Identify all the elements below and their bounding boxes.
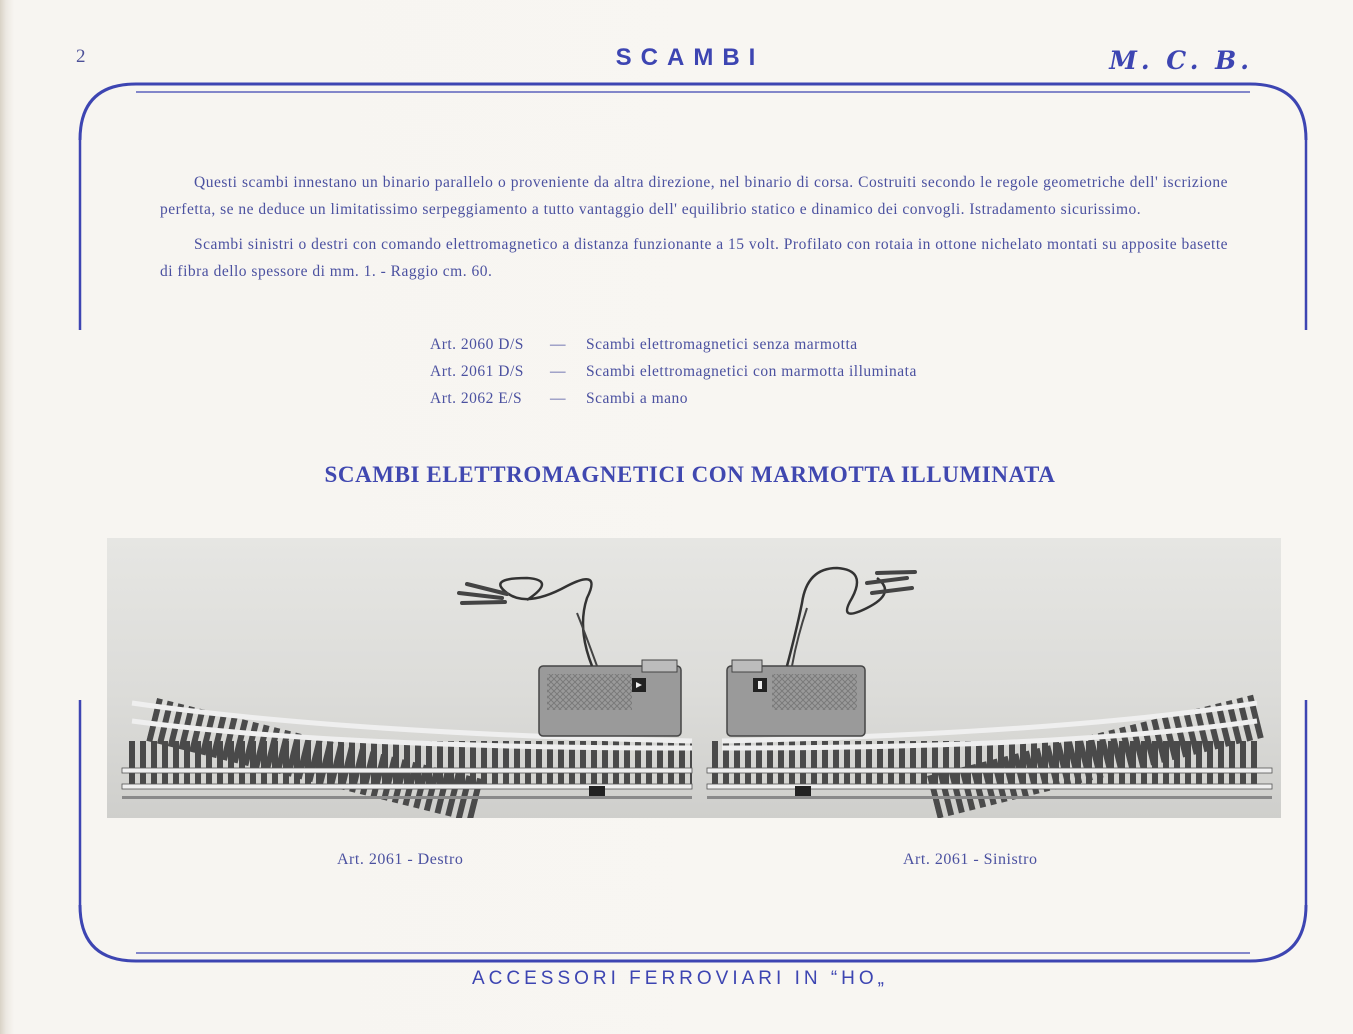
turnout-photo	[107, 538, 1281, 818]
page-title: SCAMBI	[615, 44, 765, 71]
article-dash: —	[550, 363, 566, 380]
article-description: Scambi elettromagnetici senza marmotta	[586, 336, 858, 353]
intro-paragraph-1: Questi scambi innestano un binario parallelo o proveniente da altra direzione, nel binario di corsa. Costruiti secondo le regole geometriche dell' iscrizione perfetta, se ne deduce un limitatissimo serpeggiamento a tutto vantaggio dell' equilibrio statico e dinamico dei convogli. Istradamento sicurissimo.	[160, 174, 1228, 218]
article-code: Art. 2061 D/S	[430, 363, 524, 380]
brand-logo-text: M. C. B.	[1109, 46, 1253, 75]
caption-sinistro: Art. 2061 - Sinistro	[903, 851, 1038, 868]
article-row	[430, 358, 917, 385]
article-dash: —	[550, 336, 566, 353]
footer-text: ACCESSORI FERROVIARI IN “HO„	[471, 968, 889, 989]
section-heading: SCAMBI ELETTROMAGNETICI CON MARMOTTA ILLUMINATA	[324, 462, 1056, 487]
intro-paragraph-2: Scambi sinistri o destri con comando elettromagnetico a distanza funzionante a 15 volt. Profilato con rotaia in ottone nichelato montati su apposite basette di fibra dello spessore di mm. 1. - Raggio cm. 60.	[160, 236, 1229, 280]
article-code: Art. 2062 E/S	[430, 390, 523, 407]
article-description: Scambi elettromagnetici con marmotta illuminata	[586, 363, 917, 380]
turnout-illustration	[107, 538, 1281, 818]
intro-text	[160, 170, 1228, 294]
left-turnout-model	[707, 568, 1272, 818]
page-number: 2	[76, 46, 86, 67]
right-turnout-model	[122, 578, 692, 818]
article-row	[430, 331, 917, 358]
article-code: Art. 2060 D/S	[430, 336, 524, 353]
article-description: Scambi a mano	[586, 390, 689, 407]
article-row	[430, 385, 917, 412]
caption-destro: Art. 2061 - Destro	[337, 851, 464, 868]
article-dash: —	[550, 390, 566, 407]
article-list	[430, 331, 917, 412]
